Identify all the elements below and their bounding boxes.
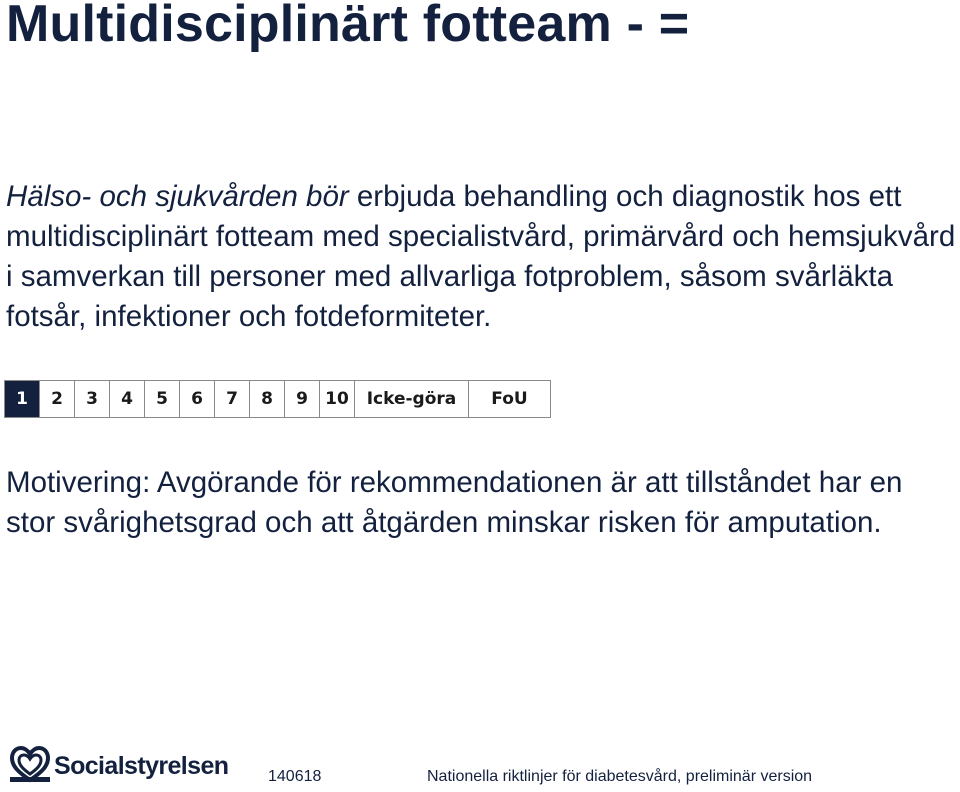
- priority-cell-2: 2: [39, 381, 74, 417]
- priority-cell-fou: FoU: [468, 381, 550, 417]
- recommendation-body: erbjuda behandling och diagnostik hos ett multidisciplinärt fotteam med specialistvård, primärvård och hemsjukvård i samverkan till personer med allvarliga fotproblem, såsom svårläkta fotsår, infektioner och fotdeformiteter.: [6, 180, 956, 333]
- socialstyrelsen-emblem-icon: [8, 744, 52, 784]
- priority-cell-4: 4: [109, 381, 144, 417]
- recommendation-actor: Hälso- och sjukvården bör: [6, 180, 349, 213]
- recommendation-text: [6, 177, 956, 337]
- priority-cell-1: 1: [5, 381, 39, 417]
- motivation-text: Motivering: Avgörande för rekommendationen är att tillståndet har en stor svårighetsgrad och att åtgärden minskar risken för amputation.: [6, 466, 903, 539]
- footer-date: 140618: [268, 768, 322, 785]
- priority-cell-10: 10: [319, 381, 354, 417]
- socialstyrelsen-logo: [8, 744, 228, 784]
- slide-title: Multidisciplinärt fotteam - =: [6, 0, 690, 53]
- priority-cell-6: 6: [179, 381, 214, 417]
- priority-scale: [4, 380, 551, 418]
- priority-cell-8: 8: [249, 381, 284, 417]
- priority-cell-7: 7: [214, 381, 249, 417]
- priority-cell-9: 9: [284, 381, 319, 417]
- priority-cell-3: 3: [74, 381, 109, 417]
- priority-cell-5: 5: [144, 381, 179, 417]
- priority-cell-icke-gora: Icke-göra: [354, 381, 468, 417]
- footer-source: Nationella riktlinjer för diabetesvård, preliminär version: [427, 768, 813, 785]
- logo-wordmark: Socialstyrelsen: [54, 751, 229, 780]
